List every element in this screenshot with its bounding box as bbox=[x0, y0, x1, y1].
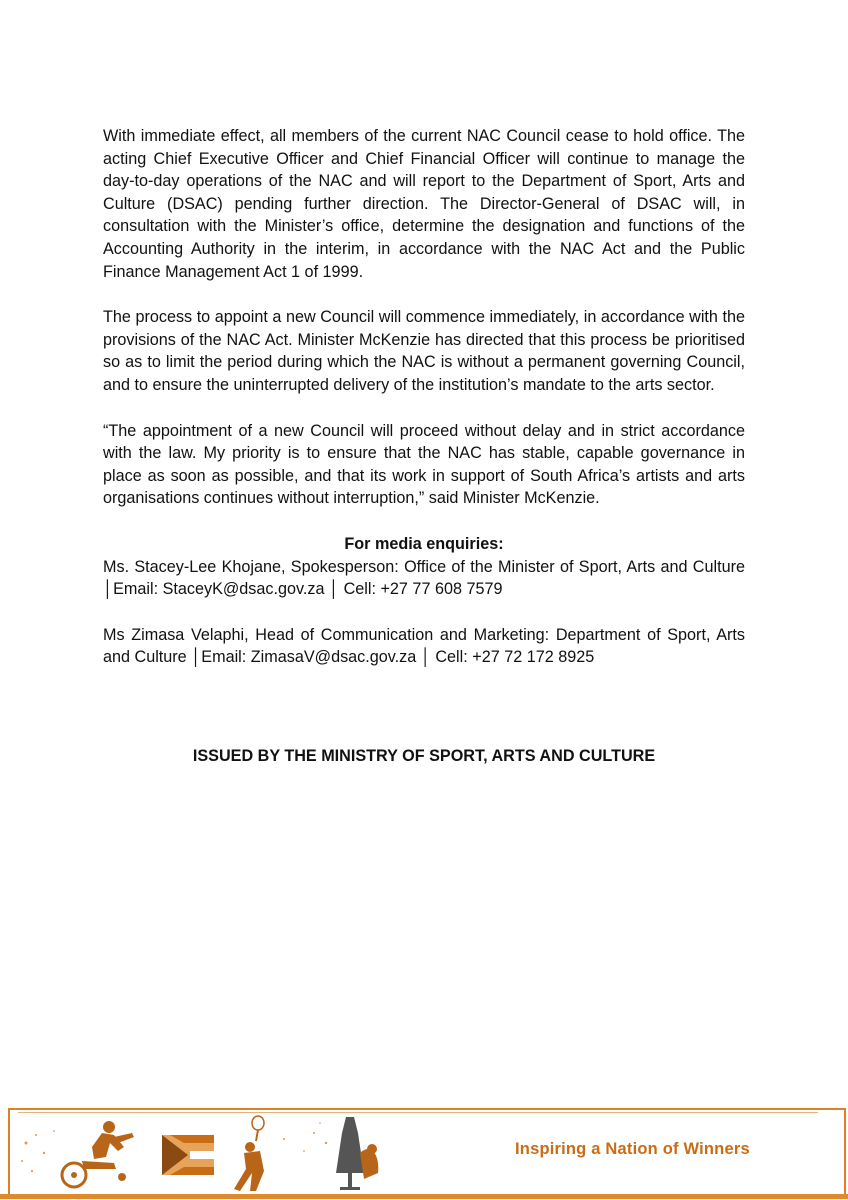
paragraph-appointment-process: The process to appoint a new Council will commence immediately, in accordance with the provisions of the NAC Act. Minister McKenzie has directed that this process be prioritised so as to limit the period during which the NAC is without a permanent governing Council, and to ensure the uninterrupted delivery of the institution’s mandate to the arts sector. bbox=[103, 308, 745, 394]
contact-communications-head: Ms Zimasa Velaphi, Head of Communication and Marketing: Department of Sport, Arts and Culture │Email: ZimasaV@dsac.gov.za │ Cell: +27 72 172 8925 bbox=[103, 625, 745, 667]
paragraph-council-cease: With immediate effect, all members of the current NAC Council cease to hold office. The acting Chief Executive Officer and Chief Financial Officer will continue to manage the day-to-day operations of the NAC and will report to the Department of Sport, Arts and Culture (DSAC) pending further direction. The Director-General of DSAC will, in consultation with the Minister’s office, determine the designation and functions of the Accounting Authority in the interim, in accordance with the NAC Act and the Public Finance Management Act 1 of 1999. bbox=[103, 127, 745, 281]
footer-illustration bbox=[14, 1113, 394, 1193]
issued-by-line: ISSUED BY THE MINISTRY OF SPORT, ARTS AND CULTURE bbox=[192, 747, 656, 765]
dress-mannequin-icon bbox=[336, 1117, 378, 1190]
footer-bottom-bar bbox=[0, 1194, 848, 1199]
contact-spokesperson: Ms. Stacey-Lee Khojane, Spokesperson: Office of the Minister of Sport, Arts and Culture │Email: StaceyK@dsac.gov.za │ Cell: +27 77 608 7579 bbox=[103, 557, 745, 599]
document-body bbox=[103, 125, 745, 692]
wheelchair-athlete-icon bbox=[62, 1121, 134, 1187]
tennis-player-icon bbox=[234, 1116, 264, 1191]
footer-tagline: Inspiring a Nation of Winners bbox=[515, 1140, 750, 1158]
flag-icon bbox=[162, 1135, 214, 1175]
media-enquiries-heading: For media enquiries: bbox=[344, 534, 504, 553]
footer-banner bbox=[0, 1105, 848, 1200]
paragraph-minister-quote: “The appointment of a new Council will proceed without delay and in strict accordance with the law. My priority is to ensure that the NAC has stable, capable governance in place as soon as possible, and that its work in support of South Africa’s artists and arts organisations continues without interruption,” said Minister McKenzie. bbox=[103, 421, 745, 508]
